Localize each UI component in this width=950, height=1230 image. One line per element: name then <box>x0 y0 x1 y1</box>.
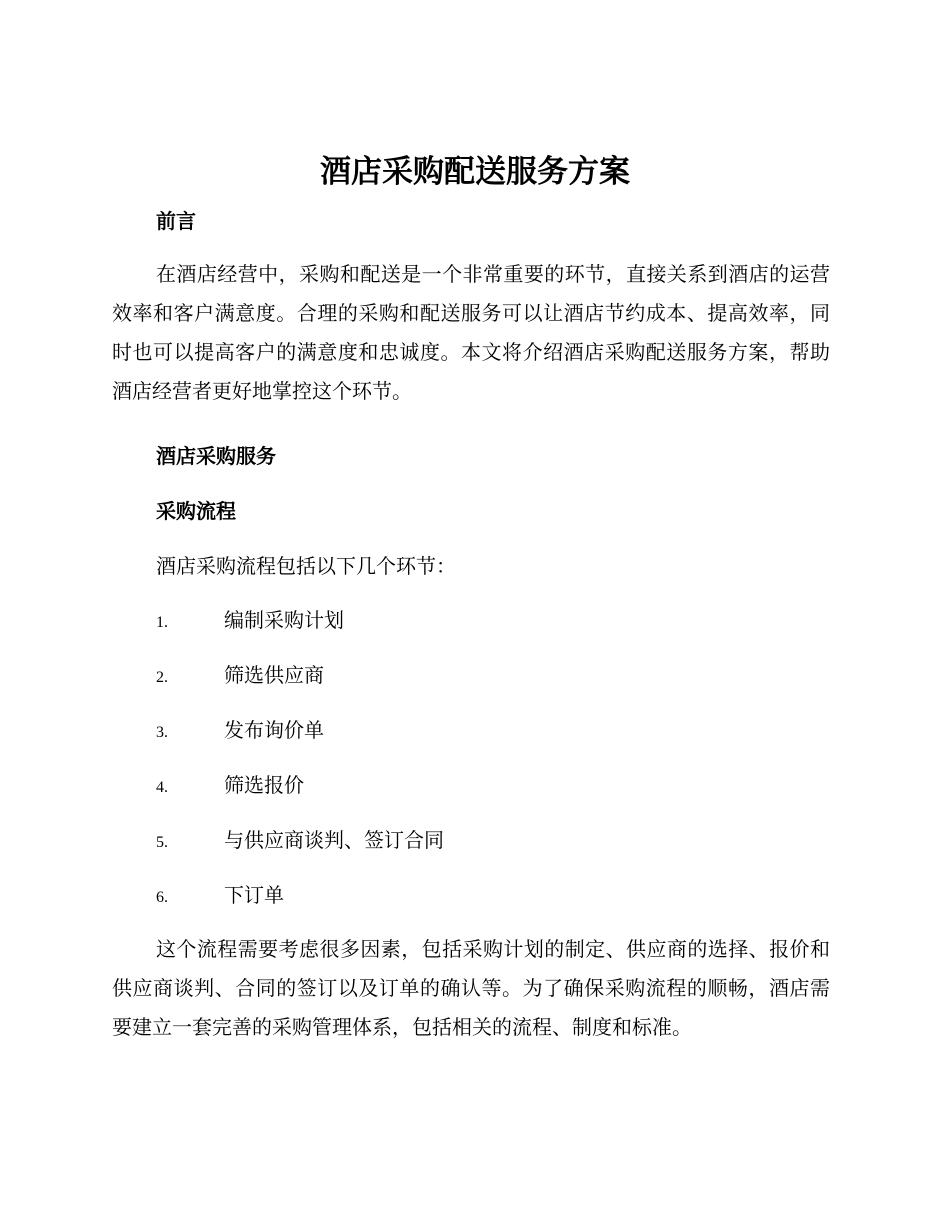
list-item-text: 编制采购计划 <box>224 608 344 632</box>
list-item-text: 发布询价单 <box>224 718 324 742</box>
subsection-heading: 采购流程 <box>156 499 236 523</box>
list-item-text: 筛选供应商 <box>224 663 324 687</box>
list-item-text: 筛选报价 <box>224 773 304 797</box>
preface-heading: 前言 <box>156 209 196 233</box>
list-item-text: 下订单 <box>224 883 284 907</box>
section-heading: 酒店采购服务 <box>156 444 276 468</box>
list-item-number: 1. <box>156 614 168 631</box>
list-item-number: 2. <box>156 669 168 686</box>
closing-paragraph: 这个流程需要考虑很多因素，包括采购计划的制定、供应商的选择、报价和供应商谈判、合同的签订以及订单的确认等。为了确保采购流程的顺畅，酒店需要建立一套完善的采购管理体系，包括相关的流程、制度和标准。 <box>112 937 830 1039</box>
preface-paragraph: 在酒店经营中，采购和配送是一个非常重要的环节，直接关系到酒店的运营效率和客户满意度。合理的采购和配送服务可以让酒店节约成本、提高效率，同时也可以提高客户的满意度和忠诚度。本文将介绍酒店采购配送服务方案，帮助酒店经营者更好地掌控这个环节。 <box>112 262 830 403</box>
list-intro: 酒店采购流程包括以下几个环节： <box>156 554 456 578</box>
list-item-number: 4. <box>156 779 168 796</box>
list-item-number: 6. <box>156 889 168 906</box>
list-item-number: 3. <box>156 724 168 741</box>
list-item-text: 与供应商谈判、签订合同 <box>224 828 444 852</box>
document-title: 酒店采购配送服务方案 <box>320 154 630 190</box>
list-item-number: 5. <box>156 834 168 851</box>
